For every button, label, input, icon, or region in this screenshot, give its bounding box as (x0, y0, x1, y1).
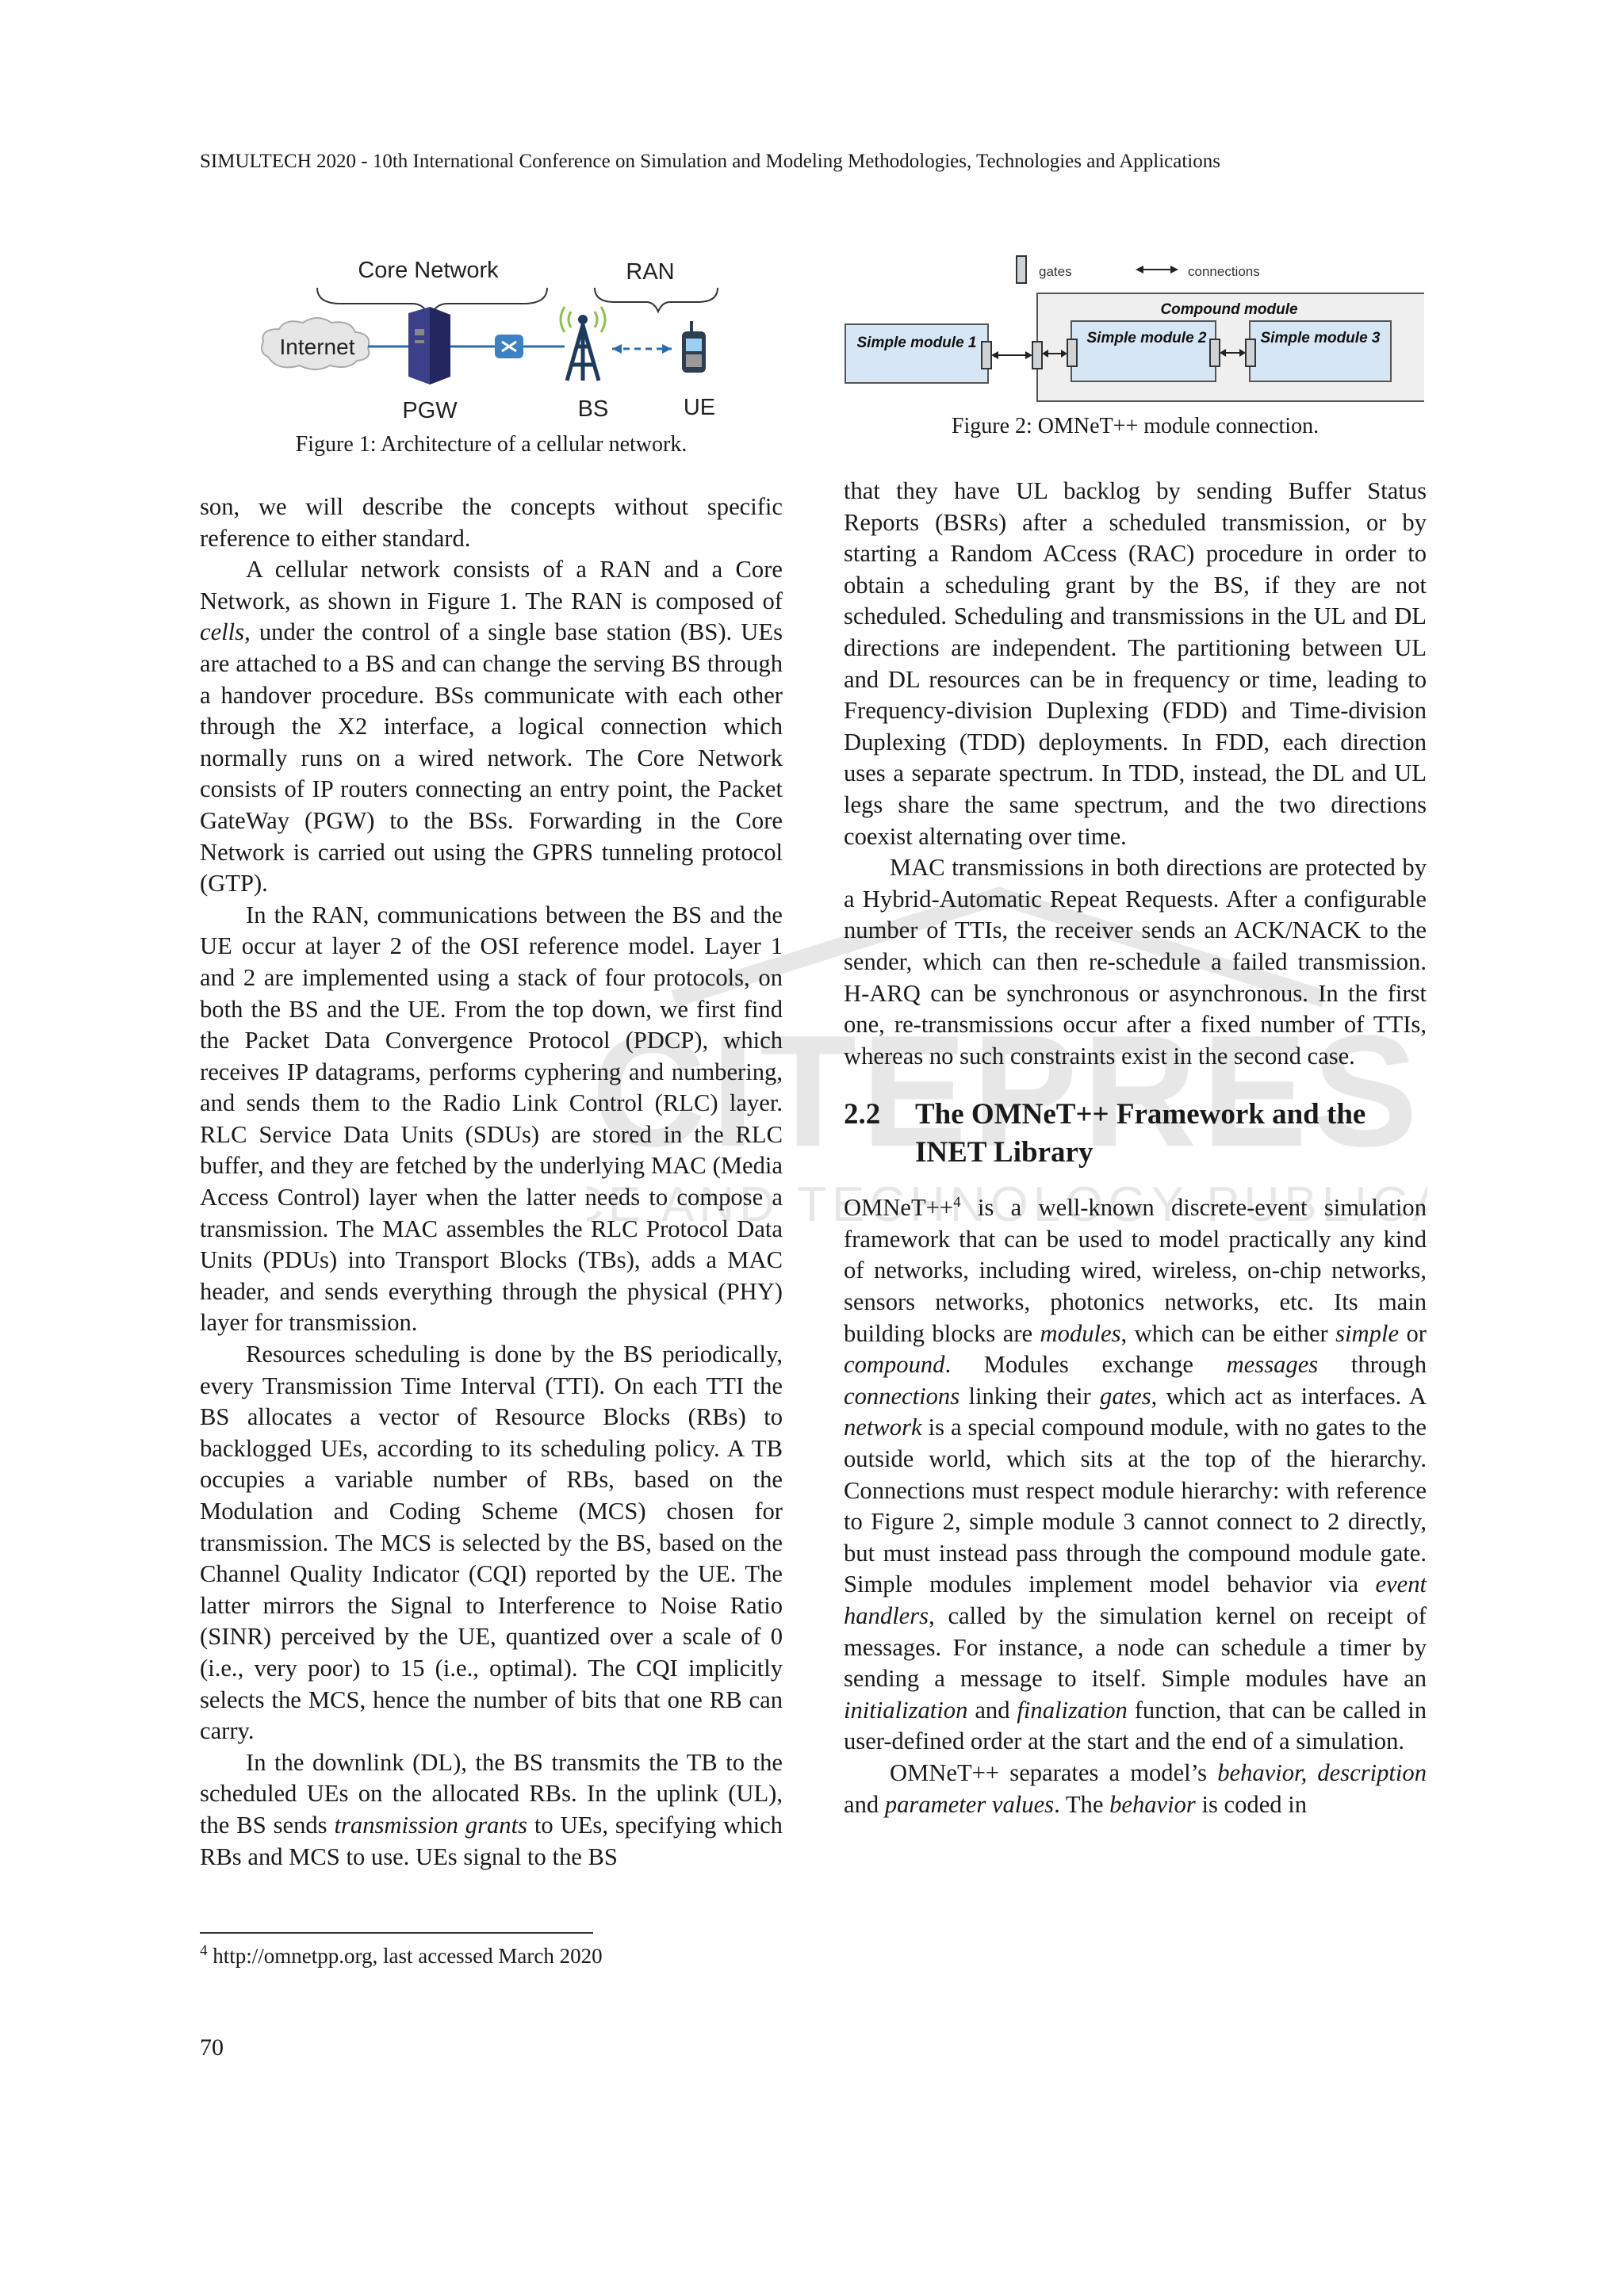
paragraph: A cellular network consists of a RAN and a Core Network, as shown in Figure 1. The RAN is composed of cells, under the control of a single base station (BS). UEs are attached to a BS and can change the serving BS through a handover procedure. BSs communicate with each other through the X2 interface, a logical connection which normally runs on a wired network. The Core Network consists of IP routers connecting an entry point, the Packet GateWay (PGW) to the BSs. Forwarding in the Core Network is carried out using the GPRS tunneling protocol (GTP). (200, 556, 783, 897)
ran-brace (595, 288, 718, 312)
internet-label: Internet (279, 335, 355, 359)
gate-icon (1067, 339, 1077, 366)
running-header: SIMULTECH 2020 - 10th International Conference on Simulation and Modeling Methodologies, Technologies and Applications (200, 151, 1220, 172)
internet-cloud-icon (262, 318, 369, 369)
gate-icon (982, 342, 991, 369)
paragraph: son, we will describe the concepts without specific reference to either standard. (200, 493, 783, 552)
paragraph: Resources scheduling is done by the BS periodically, every Transmission Time Interval (TTI). On each TTI the BS allocates a vector of Resource Blocks (RBs) to backlogged UEs, according to its scheduling policy. A TB occupies a variable number of RBs, based on the Modulation and Coding Scheme (MCS) chosen for transmission. The MCS is selected by the BS, based on the Channel Quality Indicator (CQI) reported by the UE. The latter mirrors the Signal to Interference to Noise Ratio (SINR) perceived by the UE, quantized over a scale of 0 (i.e., very poor) to 15 (i.e., optimal). The CQI implicitly selects the MCS, hence the number of bits that one RB can carry. (200, 1341, 783, 1745)
paragraph: OMNeT++ separates a model’s behavior, description and parameter values. The behavior is coded in (844, 1758, 1427, 1818)
compound-module-label: Compound module (1160, 301, 1298, 318)
figure-2-diagram (842, 252, 1424, 407)
ue-label: UE (683, 395, 716, 420)
gates-legend-label: gates (1039, 264, 1072, 279)
bs-antenna-icon (561, 307, 605, 381)
router-icon (495, 335, 523, 358)
paragraph: OMNeT++$^4$ is a well-known discrete-event simulation framework that can be used to model practically any kind of networks, including wired, wireless, on-chip networks, sensors networks, photonics networks, etc. Its main building blocks are modules, which can be either simple or compound. Modules exchange messages through connections linking their gates, which act as interfaces. A network is a special compound module, with no gates to the outside world, which sits at the top of the hierarchy. Connections must respect module hierarchy: with reference to Figure 2, simple module 3 cannot connect to 2 directly, but must instead pass through the compound module gate. Simple modules implement model behavior via event handlers, called by the simulation kernel on receipt of messages. For instance, a node can schedule a timer by sending a message to itself. Simple modules have an initialization and finalization function, that can be called in user-defined order at the start and the end of a simulation. (844, 1194, 1427, 1755)
paragraph: In the downlink (DL), the BS transmits the TB to the scheduled UEs on the allocated RBs. In the uplink (UL), the BS sends transmission grants to UEs, specifying which RBs and MCS to use. UEs signal to the BS (200, 1748, 783, 1870)
figure-1-diagram (254, 250, 745, 432)
simple-module-3-label: Simple module 3 (1260, 330, 1381, 346)
footnote: $^4$ http://omnetpp.org, last accessed March 2020 (200, 1942, 603, 1968)
simple-module-1-label: Simple module 1 (856, 335, 977, 351)
right-column (844, 476, 1427, 1820)
pgw-server-icon (408, 307, 450, 385)
gate-icon (1032, 342, 1042, 369)
simple-module-2-label: Simple module 2 (1086, 330, 1207, 346)
svg-text:SCITEPRESS: CITEPRES (591, 1003, 1423, 1180)
pgw-label: PGW (402, 398, 458, 423)
ran-label: RAN (626, 259, 675, 285)
page-number: 70 (200, 2034, 224, 2061)
left-column (200, 492, 783, 1873)
svg-text:SCIENCE AND TECHNOLOGY PUBLICA: E AND TECHNOLOGY PUBLIC (607, 1177, 1413, 1232)
footnote-rule (200, 1932, 593, 1934)
figure-1-caption: Figure 1: Architecture of a cellular network. (295, 432, 688, 457)
gate-icon (1210, 339, 1220, 366)
ue-phone-icon (682, 321, 706, 373)
section-heading: 2.2 The OMNeT++ Framework and the INET Library (844, 1098, 1366, 1169)
paragraph: In the RAN, communications between the BS and the UE occur at layer 2 of the OSI reference model. Layer 1 and 2 are implemented using a stack of four protocols, on both the BS and the UE. From the top down, we first find the Packet Data Convergence Protocol (PDCP), which receives IP datagrams, performs cyphering and numbering, and sends them to the Radio Link Control (RLC) layer. RLC Service Data Units (SDUs) are stored in the RLC buffer, and they are fetched by the underlying MAC (Media Access Control) layer when the latter needs to compose a transmission. The MAC assembles the RLC Protocol Data Units (PDUs) into Transport Blocks (TBs), adds a MAC header, and sends everything through the physical (PHY) layer for transmission. (200, 901, 783, 1337)
connections-legend-label: connections (1188, 264, 1260, 279)
gate-legend-icon (1017, 256, 1026, 283)
paragraph: that they have UL backlog by sending Buffer Status Reports (BSRs) after a scheduled transmission, or by starting a Random ACcess (RAC) procedure in order to obtain a scheduling grant by the BS, if they are not scheduled. Scheduling and transmissions in the UL and DL directions are independent. The partitioning between UL and DL resources can be in frequency or time, leading to Frequency-division Duplexing (FDD) and Time-division Duplexing (TDD) deployments. In FDD, each direction uses a separate spectrum. In TDD, instead, the DL and UL legs share the same spectrum, and the two directions coexist alternating over time. (844, 477, 1427, 850)
simple-module-1-box (845, 324, 988, 383)
paragraph: MAC transmissions in both directions are protected by a Hybrid-Automatic Repeat Requests. After a configurable number of TTIs, the receiver sends an ACK/NACK to the sender, which can then re-schedule a failed transmission. H-ARQ can be synchronous or asynchronous. In the first one, re-transmissions occur after a fixed number of TTIs, whereas no such constraints exist in the second case. (844, 854, 1427, 1070)
bs-label: BS (577, 396, 609, 422)
core-network-label: Core Network (358, 258, 499, 283)
figure-2-caption: Figure 2: OMNeT++ module connection. (951, 414, 1320, 438)
gate-icon (1246, 339, 1255, 366)
